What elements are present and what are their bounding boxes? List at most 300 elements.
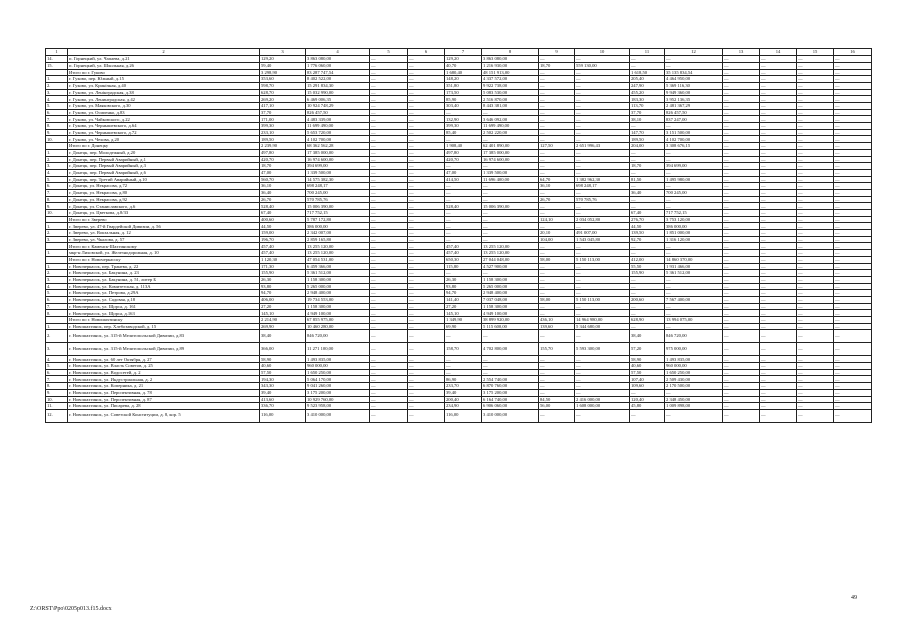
value-cell: — bbox=[445, 223, 482, 230]
column-number: 13 bbox=[723, 49, 760, 56]
value-cell: 417,10 bbox=[260, 103, 306, 110]
address-cell: г. Новошахтинск, ул. Советской Конституции, д. 8, кор. 5 bbox=[68, 409, 260, 422]
value-cell: 18,70 bbox=[260, 163, 306, 170]
value-cell: 45,80 bbox=[630, 403, 665, 410]
value-cell: — bbox=[539, 363, 575, 370]
value-cell: 37,70 bbox=[630, 109, 665, 116]
value-cell: — bbox=[797, 403, 834, 410]
value-cell: — bbox=[797, 409, 834, 422]
address-cell: г. Новошахтинск, ул. Перспективная, д. 78 bbox=[68, 389, 260, 396]
value-cell: — bbox=[575, 163, 630, 170]
value-cell: — bbox=[370, 183, 408, 190]
row-number: 6. bbox=[46, 109, 68, 116]
value-cell: — bbox=[834, 189, 872, 196]
address-cell: г. Новошахтинск, пер. Хлебозаводской, д. 15 bbox=[68, 323, 260, 330]
value-cell: 455,20 bbox=[630, 89, 665, 96]
value-cell: — bbox=[370, 129, 408, 136]
value-cell: 5 115 600,00 bbox=[482, 323, 539, 330]
value-cell: — bbox=[834, 183, 872, 190]
address-cell: г. Новошахтинск, ул. 60 лет Октября, д. 27 bbox=[68, 356, 260, 363]
row-number: 2. bbox=[46, 330, 68, 343]
value-cell: 497,80 bbox=[445, 149, 482, 156]
row-number: 2. bbox=[46, 270, 68, 277]
column-number: 8 bbox=[482, 49, 539, 56]
value-cell: — bbox=[539, 243, 575, 250]
value-cell: — bbox=[723, 69, 760, 76]
value-cell: — bbox=[370, 409, 408, 422]
value-cell: — bbox=[445, 330, 482, 343]
value-cell: — bbox=[539, 129, 575, 136]
value-cell: 11 696 400,00 bbox=[482, 176, 539, 183]
address-cell: г. Донецк, ул. Цветкова, д.8/33 bbox=[68, 210, 260, 217]
value-cell: 27,20 bbox=[445, 303, 482, 310]
value-cell: 628,70 bbox=[260, 89, 306, 96]
value-cell: — bbox=[760, 116, 797, 123]
value-cell: 11 699 490,00 bbox=[306, 123, 370, 130]
value-cell: 27,20 bbox=[260, 303, 306, 310]
value-cell: 85,40 bbox=[445, 129, 482, 136]
value-cell: — bbox=[834, 62, 872, 69]
subtotal-row bbox=[46, 256, 872, 263]
value-cell: — bbox=[370, 276, 408, 283]
value-cell: — bbox=[797, 62, 834, 69]
value-cell: — bbox=[575, 276, 630, 283]
value-cell: — bbox=[834, 310, 872, 317]
value-cell: — bbox=[482, 363, 539, 370]
value-cell: — bbox=[760, 296, 797, 303]
value-cell: — bbox=[834, 82, 872, 89]
value-cell: 39,40 bbox=[260, 389, 306, 396]
value-cell: 3 298,90 bbox=[260, 69, 306, 76]
table-row bbox=[46, 389, 872, 396]
value-cell: — bbox=[834, 290, 872, 297]
value-cell: 4 102 700,00 bbox=[665, 136, 723, 143]
value-cell: — bbox=[445, 356, 482, 363]
value-cell: — bbox=[630, 276, 665, 283]
value-cell: — bbox=[575, 263, 630, 270]
value-cell: — bbox=[797, 169, 834, 176]
row-number: 9. bbox=[46, 129, 68, 136]
address-cell: г. Гуково, ул. Чайковского, д.22 bbox=[68, 116, 260, 123]
address-cell: Итого по г. Донецку bbox=[68, 143, 260, 150]
value-cell: — bbox=[834, 163, 872, 170]
value-cell: — bbox=[723, 270, 760, 277]
value-cell: — bbox=[797, 270, 834, 277]
value-cell: — bbox=[539, 89, 575, 96]
value-cell: — bbox=[370, 383, 408, 390]
value-cell: — bbox=[408, 310, 445, 317]
value-cell: 5 083 530,00 bbox=[482, 89, 539, 96]
table-row bbox=[46, 383, 872, 390]
value-cell: — bbox=[834, 109, 872, 116]
value-cell: — bbox=[539, 356, 575, 363]
value-cell: 234,90 bbox=[445, 403, 482, 410]
value-cell: — bbox=[760, 263, 797, 270]
column-number: 7 bbox=[445, 49, 482, 56]
value-cell: — bbox=[834, 363, 872, 370]
value-cell: — bbox=[834, 243, 872, 250]
row-number: 3. bbox=[46, 89, 68, 96]
value-cell: 129,20 bbox=[445, 56, 482, 63]
value-cell: — bbox=[834, 283, 872, 290]
value-cell: — bbox=[723, 389, 760, 396]
value-cell: — bbox=[539, 276, 575, 283]
value-cell: 67 855 975,00 bbox=[306, 317, 370, 324]
header-row bbox=[46, 49, 872, 56]
value-cell: 2 239,90 bbox=[260, 143, 306, 150]
value-cell: — bbox=[723, 183, 760, 190]
value-cell: 3 410 000,00 bbox=[306, 409, 370, 422]
value-cell: — bbox=[760, 389, 797, 396]
value-cell: 400,60 bbox=[260, 216, 306, 223]
value-cell: 11 271 100,00 bbox=[306, 343, 370, 356]
value-cell: — bbox=[797, 376, 834, 383]
value-cell: 3 308 676,15 bbox=[665, 143, 723, 150]
value-cell: 2 348 450,00 bbox=[665, 396, 723, 403]
address-cell: Итого по г. Новошахтинску bbox=[68, 317, 260, 324]
row-number: 5. bbox=[46, 176, 68, 183]
value-cell: 336,70 bbox=[260, 403, 306, 410]
value-cell: — bbox=[408, 389, 445, 396]
value-cell: — bbox=[665, 310, 723, 317]
document-sheet bbox=[45, 48, 867, 423]
table-row bbox=[46, 82, 872, 89]
value-cell: — bbox=[797, 216, 834, 223]
table-row bbox=[46, 310, 872, 317]
value-cell: — bbox=[575, 383, 630, 390]
value-cell: — bbox=[797, 303, 834, 310]
value-cell: — bbox=[834, 216, 872, 223]
value-cell: — bbox=[760, 223, 797, 230]
value-cell: — bbox=[797, 323, 834, 330]
table-row bbox=[46, 356, 872, 363]
value-cell: — bbox=[370, 323, 408, 330]
value-cell: 2 342 007,00 bbox=[306, 230, 370, 237]
value-cell: — bbox=[797, 56, 834, 63]
row-number: 1. bbox=[46, 223, 68, 230]
value-cell: — bbox=[797, 363, 834, 370]
value-cell: — bbox=[445, 189, 482, 196]
value-cell: 14 964 980,00 bbox=[575, 317, 630, 324]
value-cell: 18,70 bbox=[539, 62, 575, 69]
value-cell: — bbox=[723, 189, 760, 196]
value-cell: 19 734 553,00 bbox=[306, 296, 370, 303]
address-cell: г. Новошахтинск, ул. Коперника, д. 21 bbox=[68, 383, 260, 390]
value-cell: 5 361 512,00 bbox=[665, 270, 723, 277]
value-cell: 233,70 bbox=[445, 383, 482, 390]
value-cell: 38,10 bbox=[630, 116, 665, 123]
value-cell: 826 457,50 bbox=[306, 109, 370, 116]
row-number: 4. bbox=[46, 356, 68, 363]
value-cell: — bbox=[760, 149, 797, 156]
value-cell: — bbox=[408, 283, 445, 290]
value-cell: — bbox=[539, 69, 575, 76]
value-cell: 6 906 060,00 bbox=[482, 403, 539, 410]
value-cell: 196,70 bbox=[260, 236, 306, 243]
page-number: 49 bbox=[851, 595, 857, 601]
value-cell: — bbox=[575, 369, 630, 376]
value-cell: 3 753 120,00 bbox=[665, 216, 723, 223]
value-cell: — bbox=[370, 156, 408, 163]
row-number: 5. bbox=[46, 290, 68, 297]
value-cell: — bbox=[723, 396, 760, 403]
value-cell: 200,40 bbox=[445, 396, 482, 403]
value-cell: 13 255 120,00 bbox=[482, 250, 539, 257]
value-cell: — bbox=[370, 210, 408, 217]
row-number: 6. bbox=[46, 183, 68, 190]
value-cell: — bbox=[539, 369, 575, 376]
row-number bbox=[46, 256, 68, 263]
value-cell: — bbox=[445, 270, 482, 277]
value-cell: — bbox=[760, 176, 797, 183]
address-cell: г. Новочеркасск, пер. Транева, д. 22 bbox=[68, 263, 260, 270]
value-cell: — bbox=[630, 389, 665, 396]
value-cell: — bbox=[797, 389, 834, 396]
value-cell: 3 952 136,35 bbox=[665, 96, 723, 103]
value-cell: 9 922 738,00 bbox=[482, 82, 539, 89]
value-cell: 3 175 200,00 bbox=[306, 389, 370, 396]
value-cell: — bbox=[408, 203, 445, 210]
value-cell: — bbox=[665, 156, 723, 163]
value-cell: — bbox=[760, 230, 797, 237]
table-row bbox=[46, 236, 872, 243]
value-cell: 3 410 000,00 bbox=[482, 409, 539, 422]
value-cell: 40,60 bbox=[260, 363, 306, 370]
value-cell: — bbox=[408, 376, 445, 383]
value-cell: — bbox=[370, 163, 408, 170]
value-cell: 2 509 430,00 bbox=[665, 376, 723, 383]
value-cell: 399,30 bbox=[445, 123, 482, 130]
value-cell: 570 785,76 bbox=[575, 196, 630, 203]
value-cell: — bbox=[665, 169, 723, 176]
row-number: 6. bbox=[46, 296, 68, 303]
table-row bbox=[46, 270, 872, 277]
value-cell: — bbox=[539, 82, 575, 89]
value-cell: — bbox=[482, 216, 539, 223]
table-row bbox=[46, 76, 872, 83]
value-cell: — bbox=[408, 189, 445, 196]
value-cell: — bbox=[760, 89, 797, 96]
row-number: 5. bbox=[46, 363, 68, 370]
value-cell: — bbox=[834, 396, 872, 403]
value-cell: — bbox=[370, 149, 408, 156]
value-cell: 4 702 800,00 bbox=[482, 343, 539, 356]
row-number: 8. bbox=[46, 196, 68, 203]
value-cell: — bbox=[760, 210, 797, 217]
value-cell: — bbox=[665, 62, 723, 69]
value-cell: — bbox=[482, 163, 539, 170]
value-cell: — bbox=[408, 276, 445, 283]
value-cell: — bbox=[575, 56, 630, 63]
table-row bbox=[46, 149, 872, 156]
value-cell: — bbox=[834, 156, 872, 163]
value-cell: — bbox=[370, 223, 408, 230]
value-cell: 2 034 052,80 bbox=[575, 216, 630, 223]
value-cell: 205,40 bbox=[630, 76, 665, 83]
value-cell: — bbox=[539, 210, 575, 217]
value-cell: — bbox=[370, 396, 408, 403]
value-cell: — bbox=[834, 96, 872, 103]
address-cell: г. Новошахтинск, ул. 315-й Мелитопольской Дивизии, д.83 bbox=[68, 330, 260, 343]
value-cell: — bbox=[630, 310, 665, 317]
value-cell: 420,70 bbox=[260, 156, 306, 163]
value-cell: — bbox=[370, 169, 408, 176]
value-cell: — bbox=[575, 76, 630, 83]
address-cell: Итого по г. Зверево bbox=[68, 216, 260, 223]
value-cell: 9 041 260,00 bbox=[306, 383, 370, 390]
value-cell: — bbox=[445, 183, 482, 190]
value-cell: 1 158 300,00 bbox=[482, 276, 539, 283]
address-cell: мкр-н Лиховской, ул. Железнодорожная, д. 10 bbox=[68, 250, 260, 257]
column-number: 15 bbox=[797, 49, 834, 56]
value-cell: — bbox=[723, 283, 760, 290]
value-cell: 846 720,00 bbox=[306, 330, 370, 343]
value-cell: — bbox=[723, 169, 760, 176]
address-cell: г. Зверево, ул. Чкалова, д. 57 bbox=[68, 236, 260, 243]
value-cell: 67,40 bbox=[630, 210, 665, 217]
address-cell: г. Гуково, ул. Ленинградская, д.42 bbox=[68, 96, 260, 103]
value-cell: 457,40 bbox=[260, 250, 306, 257]
value-cell: — bbox=[723, 276, 760, 283]
address-cell: г. Донецк, пер. Первый Аварийный, д.3 bbox=[68, 163, 260, 170]
value-cell: — bbox=[370, 196, 408, 203]
subtotal-row bbox=[46, 243, 872, 250]
value-cell: 4 102 700,00 bbox=[306, 136, 370, 143]
value-cell: — bbox=[834, 223, 872, 230]
value-cell: — bbox=[370, 283, 408, 290]
value-cell: — bbox=[723, 196, 760, 203]
value-cell: 37,70 bbox=[260, 109, 306, 116]
value-cell: — bbox=[370, 123, 408, 130]
address-cell: п. Горнецкий, ул. Чапаева, д.21 bbox=[68, 56, 260, 63]
value-cell: 1 382 962,30 bbox=[575, 176, 630, 183]
value-cell: 56,00 bbox=[539, 403, 575, 410]
value-cell: — bbox=[370, 216, 408, 223]
value-cell: 44,50 bbox=[630, 223, 665, 230]
value-cell: — bbox=[370, 250, 408, 257]
value-cell: — bbox=[797, 210, 834, 217]
value-cell: — bbox=[723, 210, 760, 217]
value-cell: — bbox=[834, 230, 872, 237]
value-cell: 413,60 bbox=[260, 396, 306, 403]
value-cell: — bbox=[723, 176, 760, 183]
value-cell: — bbox=[723, 243, 760, 250]
row-number: 1. bbox=[46, 76, 68, 83]
table-row bbox=[46, 176, 872, 183]
value-cell: 436,10 bbox=[539, 317, 575, 324]
table-row bbox=[46, 129, 872, 136]
value-cell: — bbox=[445, 363, 482, 370]
value-cell: — bbox=[408, 196, 445, 203]
value-cell: — bbox=[539, 223, 575, 230]
table-row bbox=[46, 156, 872, 163]
value-cell: — bbox=[539, 383, 575, 390]
value-cell: 2 948 400,00 bbox=[482, 290, 539, 297]
value-cell: 394 699,00 bbox=[665, 163, 723, 170]
value-cell: — bbox=[834, 276, 872, 283]
value-cell: — bbox=[408, 323, 445, 330]
value-cell: 3 151 500,00 bbox=[665, 129, 723, 136]
value-cell: 58,90 bbox=[260, 356, 306, 363]
value-cell: 3 646 092,00 bbox=[482, 116, 539, 123]
value-cell: — bbox=[370, 343, 408, 356]
table-row bbox=[46, 323, 872, 330]
value-cell: — bbox=[539, 56, 575, 63]
value-cell: 4 483 339,00 bbox=[306, 116, 370, 123]
value-cell: 57,50 bbox=[630, 369, 665, 376]
row-number: 11. bbox=[46, 403, 68, 410]
value-cell: — bbox=[539, 283, 575, 290]
table-row bbox=[46, 196, 872, 203]
value-cell: 528,40 bbox=[260, 203, 306, 210]
value-cell: 67,40 bbox=[260, 210, 306, 217]
value-cell: — bbox=[408, 89, 445, 96]
value-cell: 84,50 bbox=[539, 396, 575, 403]
value-cell: — bbox=[723, 136, 760, 143]
value-cell: — bbox=[723, 62, 760, 69]
value-cell: — bbox=[760, 403, 797, 410]
value-cell: — bbox=[370, 176, 408, 183]
value-cell: 3 175 200,00 bbox=[482, 389, 539, 396]
value-cell: — bbox=[539, 116, 575, 123]
value-cell: 64,70 bbox=[539, 176, 575, 183]
value-cell: — bbox=[408, 290, 445, 297]
value-cell: — bbox=[539, 189, 575, 196]
value-cell: — bbox=[575, 363, 630, 370]
row-number: 3. bbox=[46, 236, 68, 243]
value-cell: — bbox=[797, 109, 834, 116]
value-cell: — bbox=[834, 136, 872, 143]
address-cell: г. Новочеркасск, ул. Бакунина, д. 23 bbox=[68, 270, 260, 277]
value-cell: 4 527 900,00 bbox=[482, 263, 539, 270]
row-number bbox=[46, 143, 68, 150]
address-cell: г. Донецк, пер. Первый Аварийный, д.1 bbox=[68, 156, 260, 163]
value-cell: — bbox=[539, 389, 575, 396]
value-cell: — bbox=[408, 62, 445, 69]
value-cell: — bbox=[723, 56, 760, 63]
value-cell: 700 245,00 bbox=[306, 189, 370, 196]
value-cell: — bbox=[539, 303, 575, 310]
value-cell: 204,00 bbox=[630, 143, 665, 150]
value-cell: 115,80 bbox=[445, 263, 482, 270]
value-cell: 113,70 bbox=[630, 103, 665, 110]
value-cell: 109,60 bbox=[630, 383, 665, 390]
value-cell: — bbox=[760, 203, 797, 210]
value-cell: — bbox=[797, 143, 834, 150]
address-cell: г. Гуково, пер. Южный, д.15 bbox=[68, 76, 260, 83]
value-cell: 155,90 bbox=[260, 270, 306, 277]
value-cell: — bbox=[834, 317, 872, 324]
value-cell: — bbox=[797, 256, 834, 263]
column-number: 1 bbox=[46, 49, 68, 56]
value-cell: 93,80 bbox=[445, 283, 482, 290]
value-cell: 717 752,15 bbox=[665, 210, 723, 217]
column-number: 12 bbox=[665, 49, 723, 56]
value-cell: — bbox=[760, 303, 797, 310]
value-cell: 5 150 113,00 bbox=[575, 256, 630, 263]
address-cell: г. Донецк, ул. Некрасова, д.72 bbox=[68, 183, 260, 190]
value-cell: 47,00 bbox=[445, 169, 482, 176]
value-cell: — bbox=[665, 196, 723, 203]
value-cell: — bbox=[723, 263, 760, 270]
subtotal-row bbox=[46, 143, 872, 150]
value-cell: 1 650 250,00 bbox=[306, 369, 370, 376]
value-cell: 27 044 048,00 bbox=[482, 256, 539, 263]
value-cell: — bbox=[408, 356, 445, 363]
value-cell: — bbox=[575, 376, 630, 383]
value-cell: — bbox=[408, 183, 445, 190]
value-cell: 2 554 740,00 bbox=[482, 376, 539, 383]
